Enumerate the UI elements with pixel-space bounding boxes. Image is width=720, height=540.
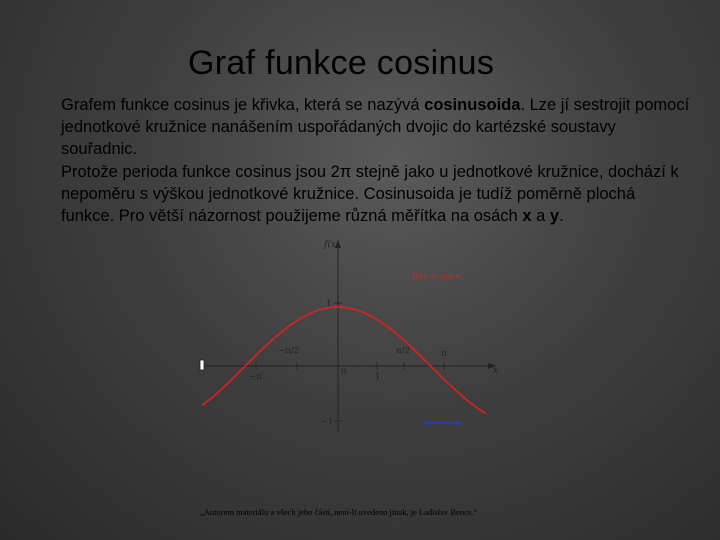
paragraph-2-text-a: Protože perioda funkce cosinus jsou 2π stejně jako u jednotkové kružnice, dochází k nepoměru s výškou jednotkové kružnice. Cosinusoida je tudíž poměrně plochá funkce. Pro větší názornost použijeme různá měřítka na osách xyxy=(61,162,679,226)
tick-label-pi: π xyxy=(441,349,447,359)
x-axis-label: x xyxy=(493,366,499,376)
slide-title: Graf funkce cosinus xyxy=(188,44,495,82)
paragraph-1-text-a: Grafem funkce cosinus je křivka, která se nazývá xyxy=(61,96,425,114)
slide-body xyxy=(61,94,691,227)
tick-label-origin: 0 xyxy=(341,367,347,377)
minimum-marker-arrowhead-right xyxy=(456,421,462,426)
paragraph-1 xyxy=(61,94,691,161)
paragraph-1-text-b: . Lze jí sestrojit pomocí jednotkové kružnice nanášením uspořádaných dvojic do kartézské soustavy souřadnic. xyxy=(61,96,690,159)
tick-label-y-one: 1 xyxy=(326,299,332,309)
paragraph-2-text-end: . xyxy=(559,207,564,226)
axis-x-name: x xyxy=(522,207,532,226)
tick-label-x-one: 1 xyxy=(375,372,381,382)
paragraph-2-text-mid: a xyxy=(531,207,550,226)
tick-label-minus-pi: −π xyxy=(249,372,262,382)
tick-label-pi-half: π/2 xyxy=(396,346,410,356)
term-cosinusoida: cosinusoida xyxy=(424,96,521,114)
y-axis-label: f(x) xyxy=(324,240,340,250)
tick-label-minus-pi-half: −π/2 xyxy=(278,346,299,356)
cosine-curve xyxy=(202,307,486,414)
tick-label-y-minus-one: −1 xyxy=(321,417,334,427)
x-axis-start-marker xyxy=(200,360,204,370)
paragraph-2 xyxy=(61,161,691,228)
axis-y-name: y xyxy=(549,207,560,226)
minimum-marker-arrowhead-left xyxy=(422,421,428,426)
slide-footer: „Autorem materiálu a všech jeho částí, není-li uvedeno jinak, je Ladislav Bencs.“ xyxy=(200,507,478,517)
cosine-graph xyxy=(190,232,510,442)
function-label: f(x) = cos x xyxy=(412,272,461,282)
